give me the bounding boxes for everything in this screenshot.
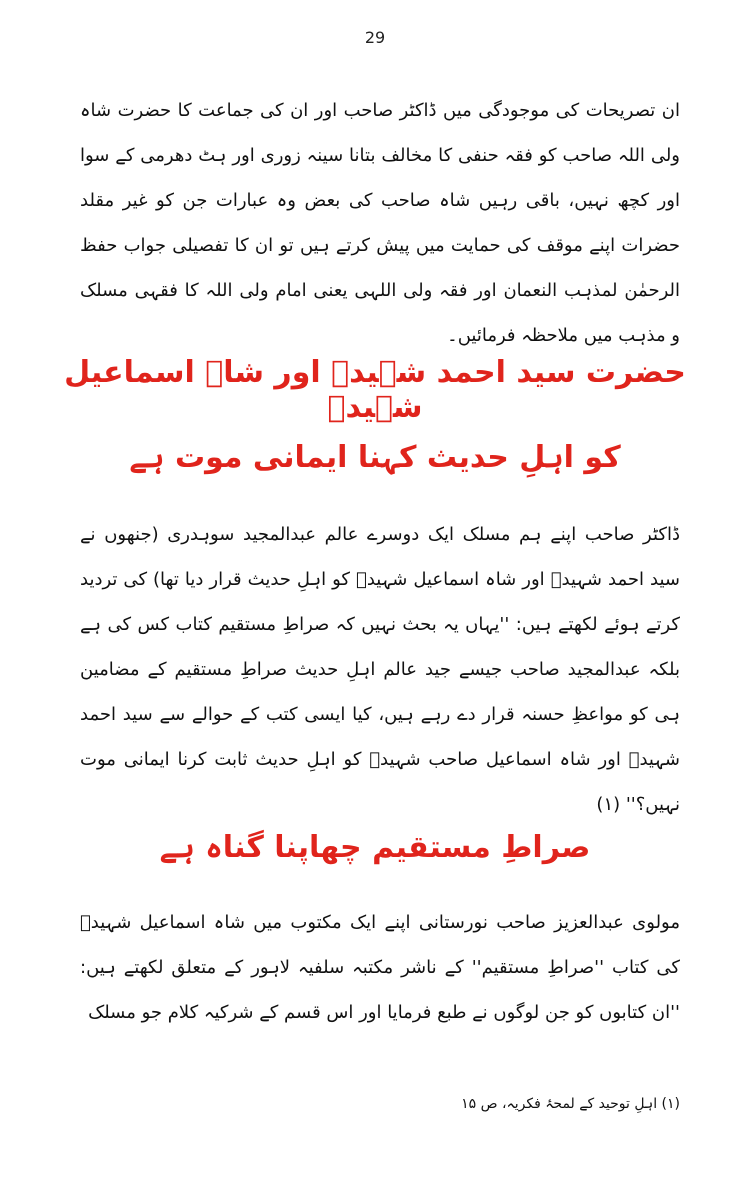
paragraph-doctor-sahib: ڈاکٹر صاحب اپنے ہم مسلک ایک دوسرے عالم عبدالمجید سوہدری (جنھوں نے سید احمد شہیدؒ اور شاہ اسماعیل شہیدؒ کو اہلِ حدیث قرار دیا تھا) کی تردید کرتے ہوئے لکھتے ہیں: ''یہاں یہ بحث نہیں کہ صراطِ مستقیم کتاب کس کی ہے بلکہ عبدالمجید صاحب جیسے جید عالم اہلِ حدیث صراطِ مستقیم کے مضامین ہی کو مواعظِ حسنہ قرار دے رہے ہیں، کیا ایسی کتب کے حوالے سے سید احمد شہیدؒ اور شاہ اسماعیل صاحب شہیدؒ کو اہلِ حدیث ثابت کرنا ایمانی موت نہیں؟'' (۱) <box>80 524 680 815</box>
footnote: (۱) اہلِ توحید کے لمحۂ فکریہ، ص ۱۵ <box>461 1096 680 1112</box>
section-heading-sirat-e-mustaqeem: صراطِ مستقیم چھاپنا گناہ ہے <box>159 830 591 865</box>
paragraph-tasrihat: ان تصریحات کی موجودگی میں ڈاکٹر صاحب اور ان کی جماعت کا حضرت شاہ ولی اللہ صاحب کو فقہ حنفی کا مخالف بتانا سینہ زوری اور ہٹ دھرمی کے سوا اور کچھ نہیں، باقی رہیں شاہ صاحب کی بعض وہ عبارات جن کو غیر مقلد حضرات اپنے موقف کی حمایت میں پیش کرتے ہیں تو ان کا تفصیلی جواب حفظ الرحمٰن لمذہب النعمان اور فقہ ولی اللہی یعنی امام ولی اللہ کا فقہی مسلک و مذہب میں ملاحظہ فرمائیں۔ <box>80 100 680 346</box>
page-number: 29 <box>364 28 386 47</box>
paragraph-maulvi-abdul-aziz: مولوی عبدالعزیز صاحب نورستانی اپنے ایک مکتوب میں شاہ اسماعیل شہیدؒ کی کتاب ''صراطِ مستقیم'' کے ناشر مکتبہ سلفیہ لاہور کے متعلق لکھتے ہیں: ''ان کتابوں کو جن لوگوں نے طبع فرمایا اور اس قسم کے شرکیہ کلام جو مسلک <box>80 912 680 1023</box>
section-heading-line-2: کو اہلِ حدیث کہنا ایمانی موت ہے <box>129 440 621 475</box>
section-heading-line-1: حضرت سید احمد شہیدؒ اور شاہ اسماعیل شہیدؒ <box>64 355 686 425</box>
